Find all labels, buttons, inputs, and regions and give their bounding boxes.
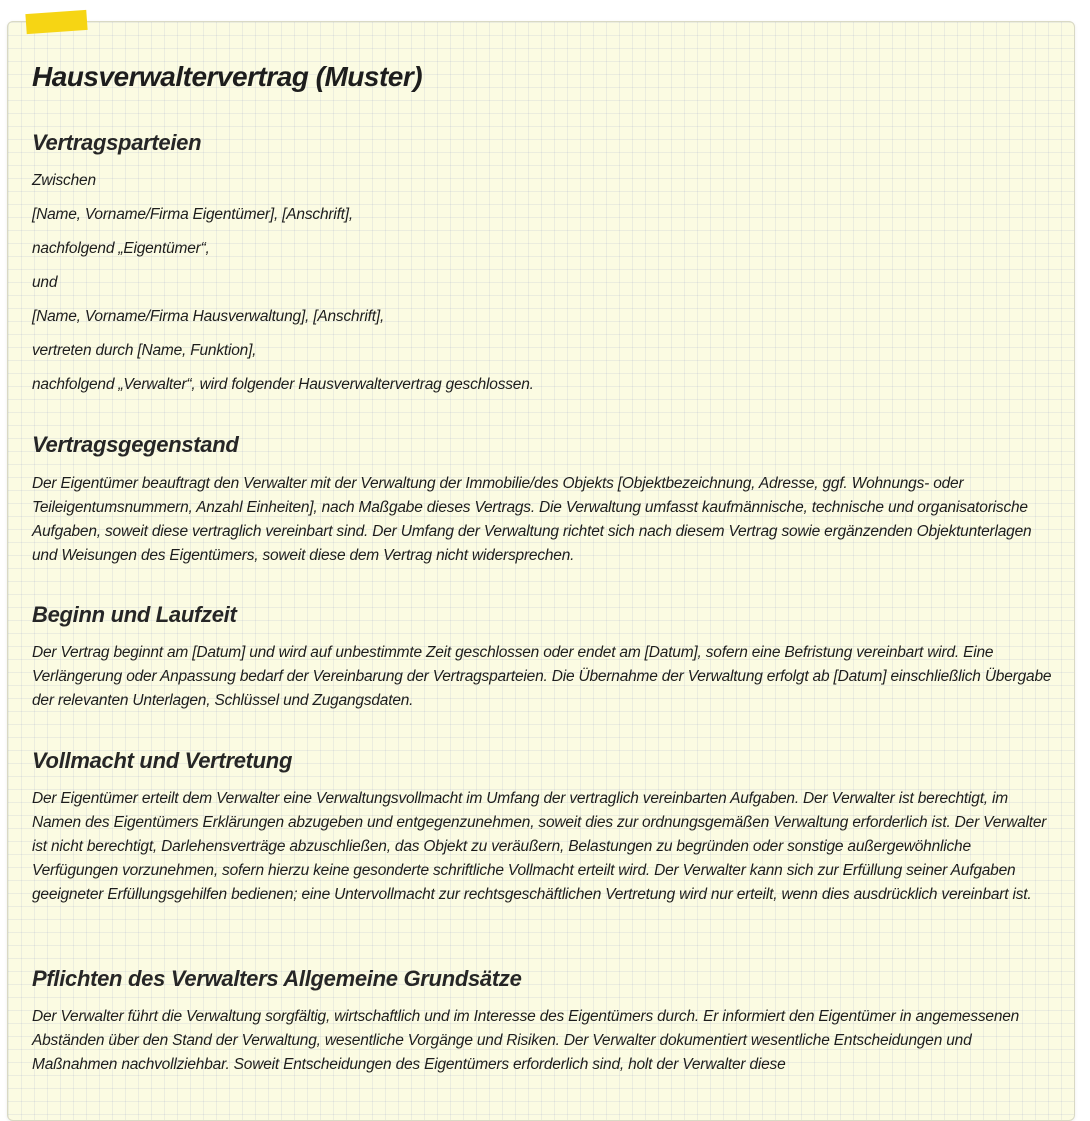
- section-heading-vollmacht-und-vertretung: Vollmacht und Vertretung: [32, 748, 293, 773]
- party-line: und: [32, 274, 58, 291]
- section-heading-pflichten-des-verwalters: Pflichten des Verwalters Allgemeine Grundsätze: [32, 966, 522, 991]
- tape-decoration: [25, 10, 87, 34]
- section-paragraph-vollmacht-und-vertretung: Der Eigentümer erteilt dem Verwalter eine Verwaltungsvollmacht im Umfang der vertraglich vereinbarten Aufgaben. Der Verwalter ist berechtigt, im Namen des Eigentümers Erklärungen abzugeben und entgegenzunehmen, soweit dies zur ordnungsgemäßen Verwaltung erforderlich ist. Der Verwalter ist nicht berechtigt, Darlehensverträge abzuschließen, das Objekt zu veräußern, Belastungen zu begründen oder sonstige außergewöhnliche Verfügungen vorzunehmen, sofern hierzu keine gesonderte schriftliche Vollmacht erteilt wird. Der Verwalter kann sich zur Erfüllung seiner Aufgaben geeigneter Erfüllungsgehilfen bedienen; eine Untervollmacht zur rechtsgeschäftlichen Vertretung wird nur erteilt, wenn dies ausdrücklich vereinbart ist.: [32, 790, 1047, 903]
- section-heading-vertragsgegenstand: Vertragsgegenstand: [32, 432, 239, 457]
- section-heading-vertragsparteien: Vertragsparteien: [32, 130, 202, 155]
- section-paragraph-vertragsgegenstand: Der Eigentümer beauftragt den Verwalter mit der Verwaltung der Immobilie/des Objekts [Objektbezeichnung, Adresse, ggf. Wohnungs- oder Teileigentumsnummern, Anzahl Einheiten], nach Maßgabe dieses Vertrags. Die Verwaltung umfasst kaufmännische, technische und organisatorische Aufgaben, soweit diese vertraglich vereinbart sind. Der Umfang der Verwaltung richtet sich nach diesem Vertrag sowie ergänzenden Objektunterlagen und Weisungen des Eigentümers, soweit diese dem Vertrag nicht widersprechen.: [32, 475, 1032, 564]
- party-line: [Name, Vorname/Firma Hausverwaltung], [Anschrift],: [32, 308, 385, 325]
- document-title: Hausverwaltervertrag (Muster): [32, 61, 423, 92]
- party-line: Zwischen: [32, 172, 96, 189]
- party-line: [Name, Vorname/Firma Eigentümer], [Anschrift],: [32, 206, 354, 223]
- document-page: [7, 21, 1075, 1121]
- party-line: nachfolgend „Verwalter“, wird folgender Hausverwaltervertrag geschlossen.: [32, 376, 534, 393]
- section-heading-beginn-und-laufzeit: Beginn und Laufzeit: [32, 602, 237, 627]
- section-paragraph-pflichten-des-verwalters: Der Verwalter führt die Verwaltung sorgfältig, wirtschaftlich und im Interesse des Eigentümers durch. Er informiert den Eigentümer in angemessenen Abständen über den Stand der Verwaltung, wesentliche Vorgänge und Risiken. Der Verwalter dokumentiert wesentliche Entscheidungen und Maßnahmen nachvollziehbar. Soweit Entscheidungen des Eigentümers erforderlich sind, holt der Verwalter diese: [32, 1008, 1020, 1073]
- party-line: vertreten durch [Name, Funktion],: [32, 342, 257, 359]
- party-line: nachfolgend „Eigentümer“,: [32, 240, 210, 257]
- section-paragraph-beginn-und-laufzeit: Der Vertrag beginnt am [Datum] und wird auf unbestimmte Zeit geschlossen oder endet am [Datum], sofern eine Befristung vereinbart wird. Eine Verlängerung oder Anpassung bedarf der Vereinbarung der Vertragsparteien. Die Übernahme der Verwaltung erfolgt ab [Datum] einschließlich Übergabe der relevanten Unterlagen, Schlüssel und Zugangsdaten.: [32, 644, 1052, 709]
